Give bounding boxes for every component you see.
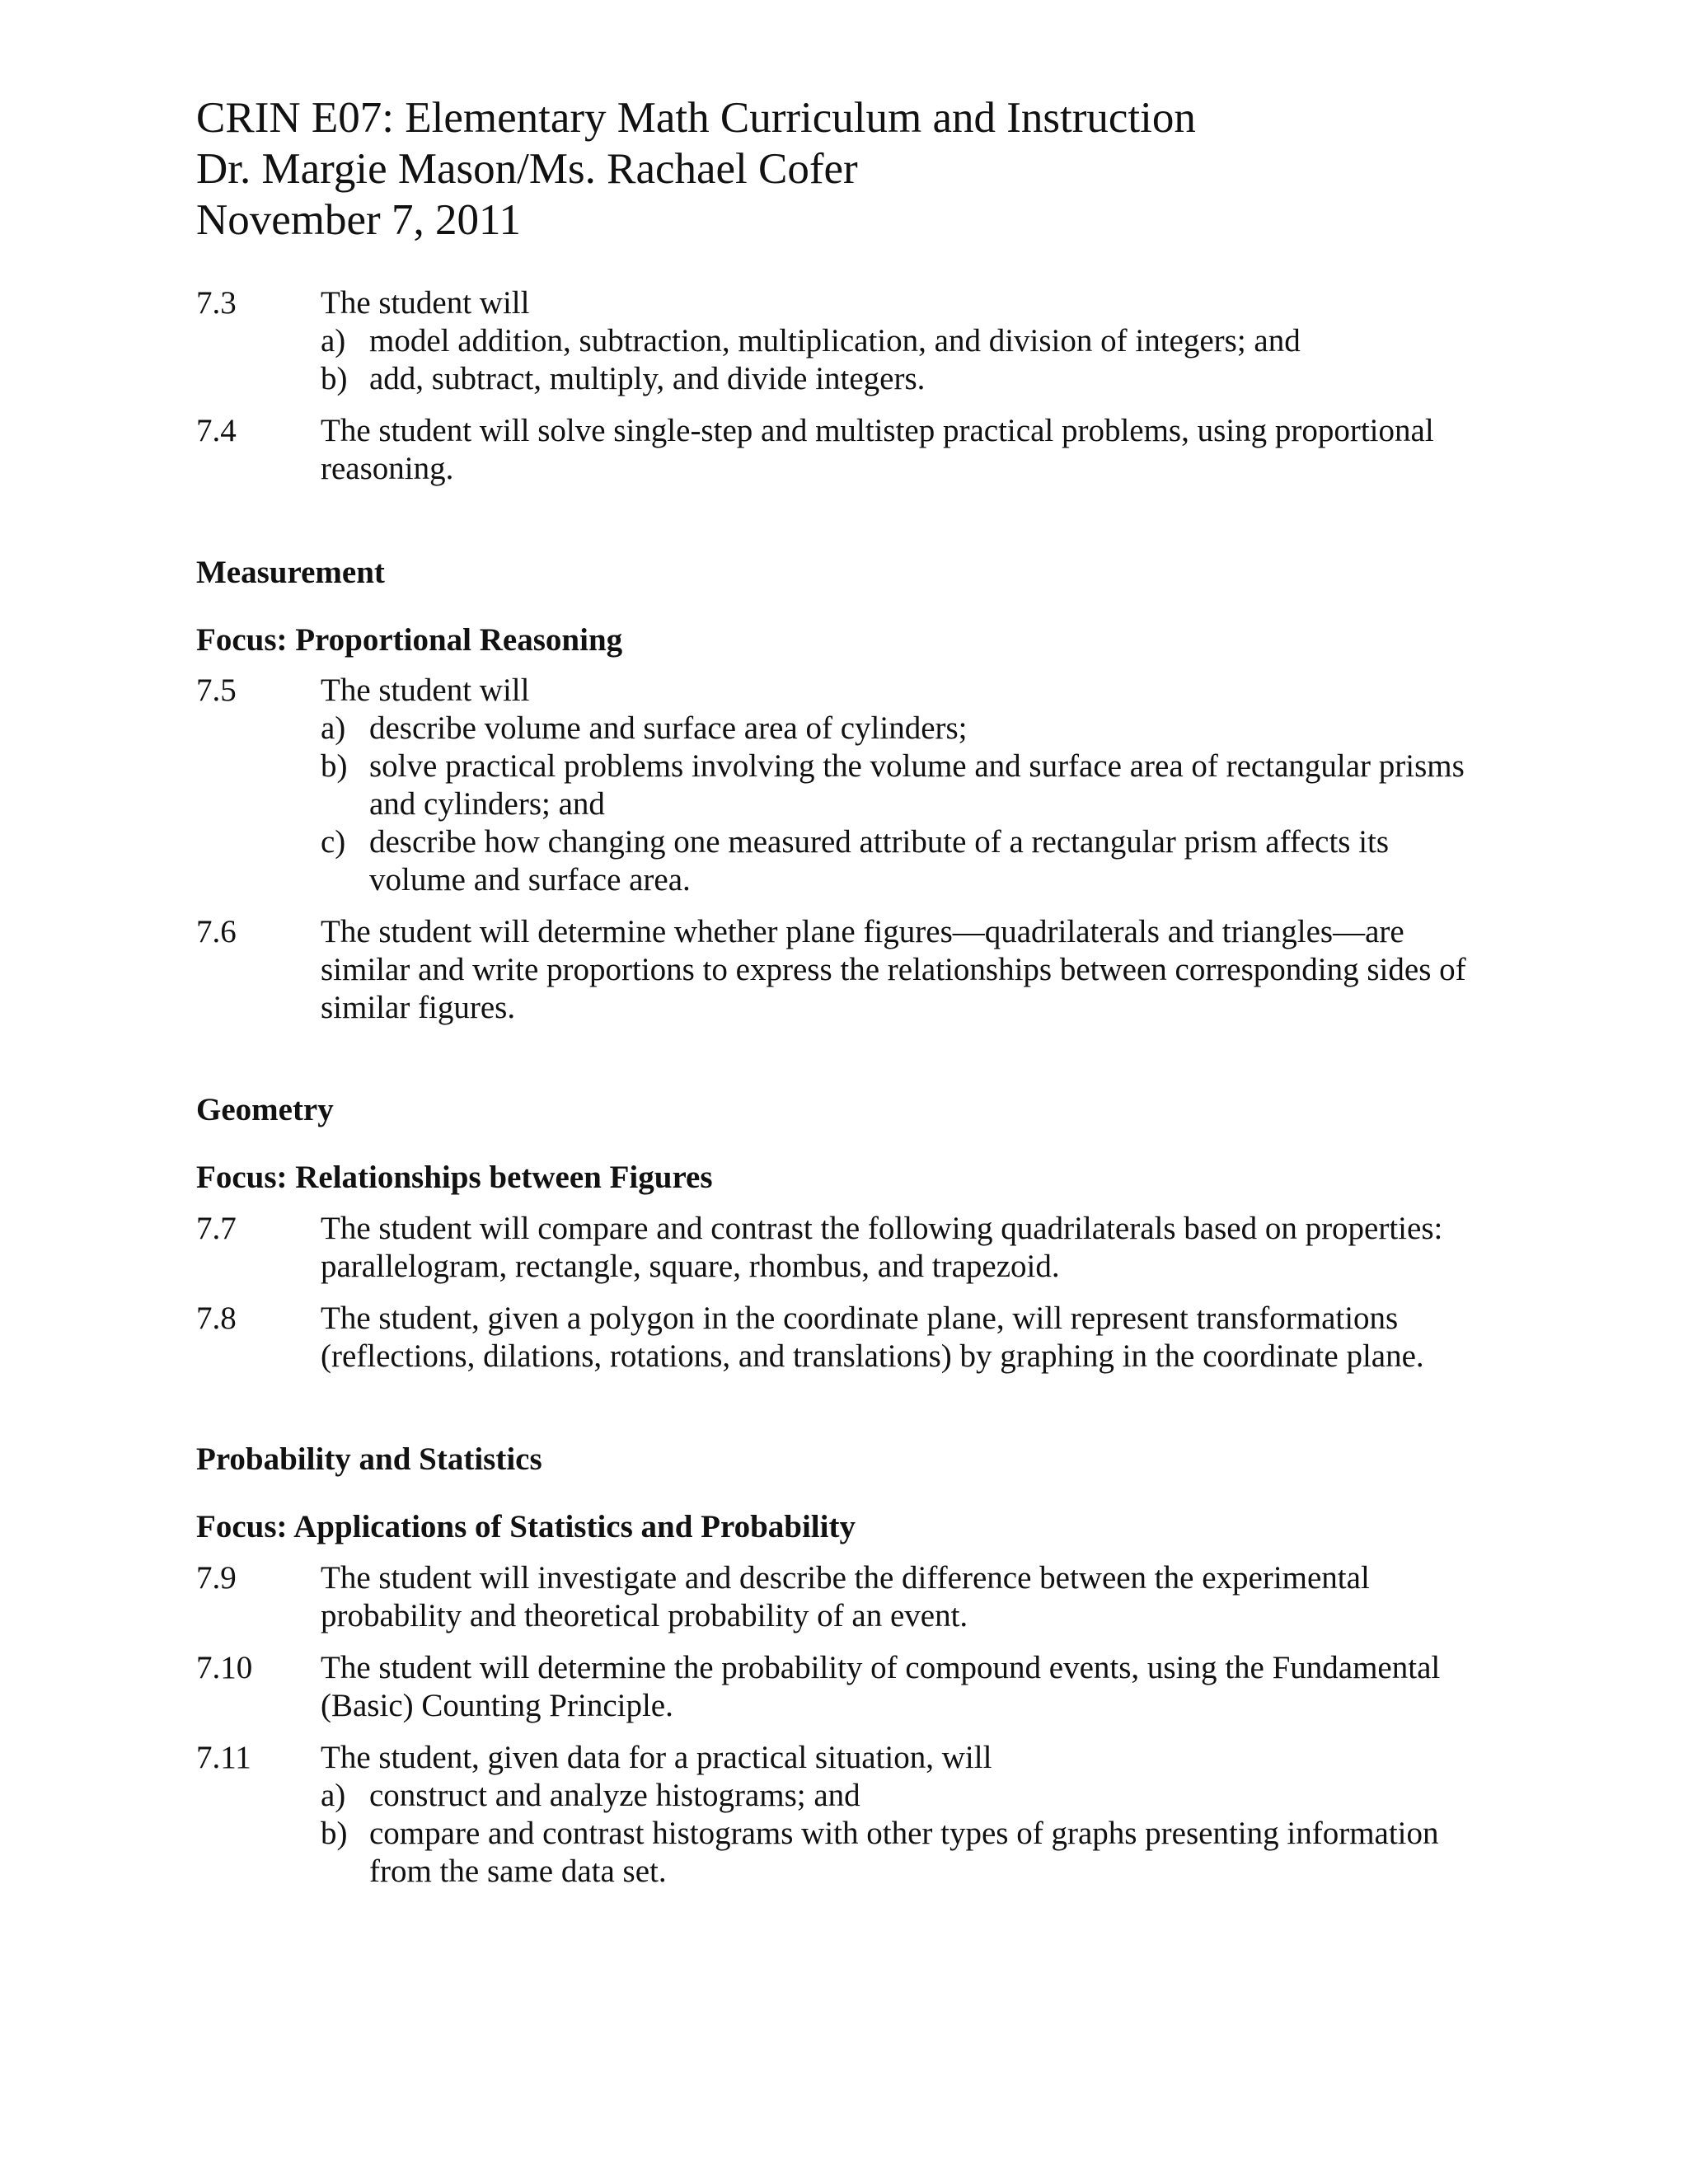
standard-number: 7.5	[196, 673, 237, 708]
sub-item-letter: b)	[321, 361, 348, 396]
standard-number: 7.4	[196, 413, 237, 448]
sub-item-a	[321, 1777, 1482, 1815]
standard-text: The student will compare and contrast the following quadrilaterals based on properties: parallelogram, rectangle, square, rhombus, and trapezoid.	[321, 1211, 1443, 1284]
section-heading-measurement: Measurement	[196, 555, 385, 590]
focus-heading-geometry: Focus: Relationships between Figures	[196, 1160, 713, 1195]
standard-7-8	[196, 1300, 1482, 1376]
sub-item-b	[321, 748, 1482, 823]
sub-item-c	[321, 823, 1482, 899]
sub-item-a	[321, 710, 1482, 748]
standard-text: The student will determine whether plane figures—quadrilaterals and triangles—are similar and write proportions to express the relationships between corresponding sides of similar figures.	[321, 914, 1466, 1025]
sub-item-letter: a)	[321, 710, 346, 746]
section-heading-probability: Probability and Statistics	[196, 1441, 542, 1477]
standard-number: 7.10	[196, 1650, 253, 1685]
standard-7-6	[196, 913, 1482, 1027]
standard-7-9	[196, 1559, 1482, 1635]
standard-7-10	[196, 1649, 1482, 1725]
sub-item-a	[321, 322, 1482, 360]
sub-item-letter: a)	[321, 1778, 346, 1813]
document-header	[196, 92, 1196, 246]
sub-item-text: describe how changing one measured attribute of a rectangular prism affects its volume and surface area.	[369, 824, 1390, 898]
document-date: November 7, 2011	[196, 196, 521, 244]
standard-text: The student will investigate and describe the difference between the experimental probability and theoretical probability of an event.	[321, 1560, 1370, 1633]
sub-item-text: solve practical problems involving the volume and surface area of rectangular prisms and cylinders; and	[369, 748, 1465, 822]
standard-text: The student, given data for a practical situation, will	[321, 1740, 992, 1775]
course-title: CRIN E07: Elementary Math Curriculum and Instruction	[196, 94, 1196, 142]
section-heading-geometry: Geometry	[196, 1092, 334, 1127]
standard-number: 7.7	[196, 1211, 237, 1246]
standard-text: The student will	[321, 673, 530, 708]
standard-number: 7.11	[196, 1740, 251, 1775]
sub-item-text: add, subtract, multiply, and divide integers.	[369, 361, 926, 396]
sub-item-text: compare and contrast histograms with other types of graphs presenting information from the same data set.	[369, 1816, 1439, 1889]
standard-number: 7.8	[196, 1301, 237, 1336]
standard-7-3	[196, 284, 1482, 398]
standard-text: The student will determine the probability of compound events, using the Fundamental (Basic) Counting Principle.	[321, 1650, 1441, 1723]
standard-7-11	[196, 1739, 1482, 1891]
sub-item-letter: c)	[321, 824, 346, 860]
sub-item-text: construct and analyze histograms; and	[369, 1778, 860, 1813]
standard-7-7	[196, 1210, 1482, 1286]
sub-item-letter: a)	[321, 323, 346, 359]
instructors: Dr. Margie Mason/Ms. Rachael Cofer	[196, 145, 858, 193]
standard-7-4	[196, 412, 1482, 488]
standard-7-5	[196, 672, 1482, 899]
focus-heading-measurement: Focus: Proportional Reasoning	[196, 622, 623, 658]
standard-text: The student will solve single-step and multistep practical problems, using proportional reasoning.	[321, 413, 1434, 486]
sub-item-text: model addition, subtraction, multiplication, and division of integers; and	[369, 323, 1301, 359]
sub-item-letter: b)	[321, 1816, 348, 1851]
sub-item-letter: b)	[321, 748, 348, 784]
standard-text: The student, given a polygon in the coordinate plane, will represent transformations (reflections, dilations, rotations, and translations) by graphing in the coordinate plane.	[321, 1301, 1424, 1374]
sub-item-b	[321, 1815, 1482, 1891]
sub-item-b	[321, 360, 1482, 398]
sub-item-text: describe volume and surface area of cylinders;	[369, 710, 968, 746]
standard-number: 7.9	[196, 1560, 237, 1596]
focus-heading-probability: Focus: Applications of Statistics and Probability	[196, 1509, 856, 1544]
standard-number: 7.6	[196, 914, 237, 949]
standard-number: 7.3	[196, 285, 237, 321]
standard-text: The student will	[321, 285, 530, 321]
